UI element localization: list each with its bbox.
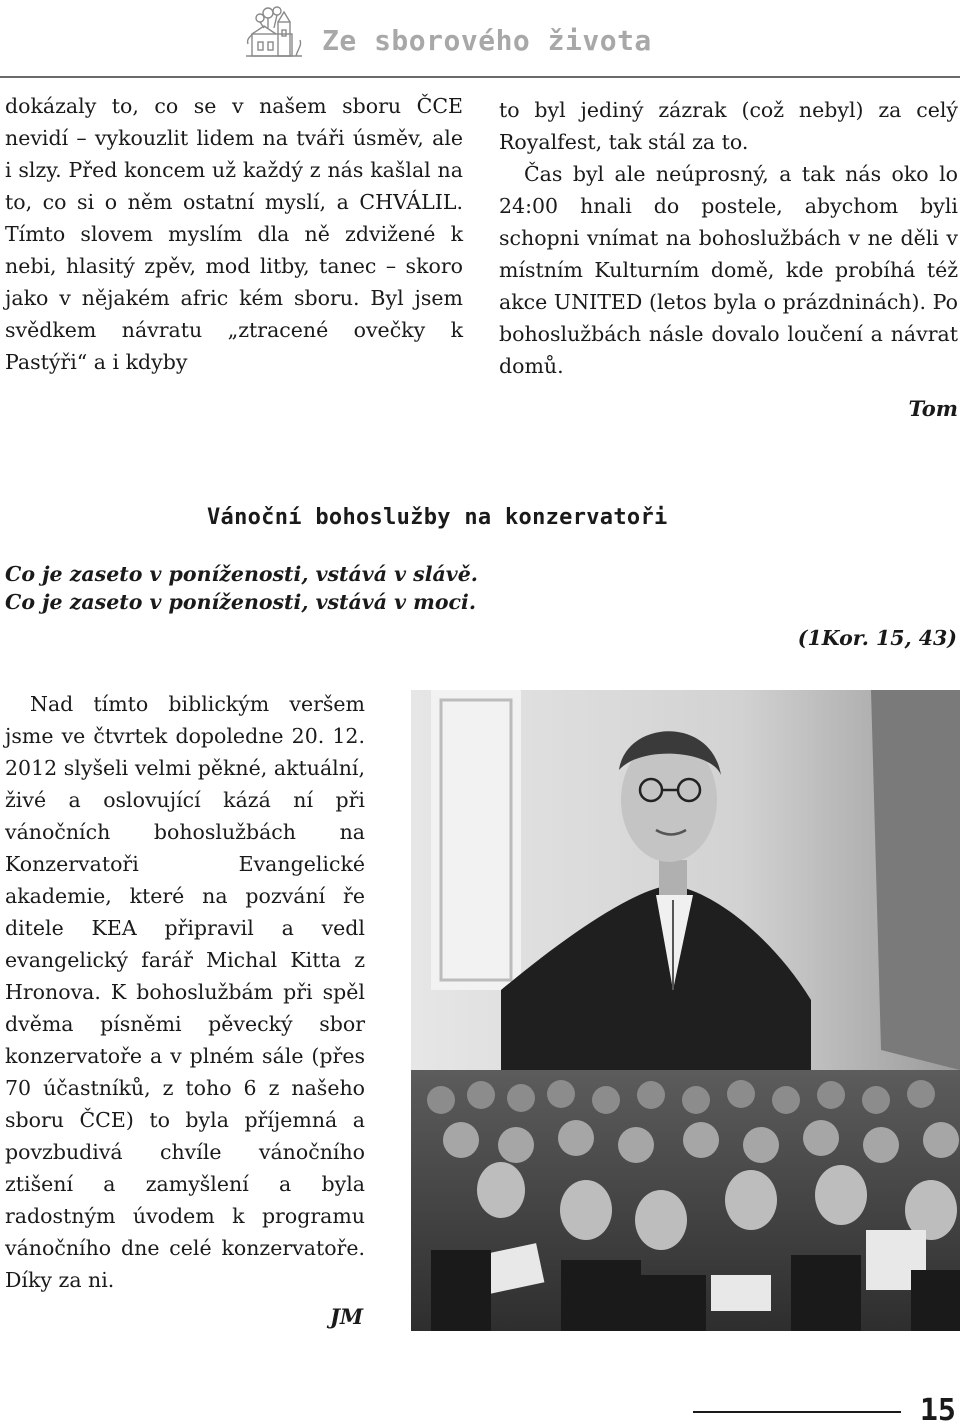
text-line: a CHVÁLIL. Tímto slovem myslím dla — [5, 190, 464, 246]
text-line: 6 z našeho sboru ČCE) to byla — [5, 1076, 365, 1132]
header-divider — [0, 76, 960, 78]
footer-rule — [693, 1411, 901, 1413]
text-line: o prázdninách). Po bohoslužbách násle — [499, 290, 958, 346]
text-line: sále (přes 70 účastníků, z toho — [5, 1044, 365, 1100]
text-line: a byla radostným úvodem — [5, 1172, 365, 1228]
text-line: dovalo loučení a návrat domů. — [499, 322, 958, 378]
text-line: ní při vánočních bohoslužbách — [5, 788, 365, 844]
page-header — [0, 0, 960, 70]
text-line: probíhá též akce UNITED (letos byla — [499, 258, 958, 314]
event-photo — [411, 690, 960, 1331]
section-header-title: Ze sborového života — [322, 24, 652, 57]
text-line: k programu vánočního dne celé — [5, 1204, 365, 1260]
text-line: nevidí – vykouzlit lidem na tváři úsměv, — [5, 126, 433, 150]
text-line: Nad tímto biblickým veršem — [30, 692, 365, 716]
text-line: jsme ve čtvrtek dopoledne 20. — [5, 724, 333, 748]
church-flower-logo-icon — [244, 4, 306, 62]
text-line: evangelický farář Michal Kitta — [5, 948, 355, 972]
text-line: vánočního ztišení a zamyšlení — [5, 1140, 365, 1196]
text-line: Royalfest, tak stál za to. — [499, 130, 749, 154]
article2-paragraph — [5, 688, 365, 1296]
verse-reference: (1Kor. 15, 43) — [797, 626, 957, 650]
text-line: dokázaly to, co se v našem sboru ČCE — [5, 94, 463, 118]
article1-right-column — [499, 94, 958, 382]
text-line: na Konzervatoři Evangelické — [5, 820, 365, 876]
text-line: kašlal na to, co si o něm ostatní myslí, — [5, 158, 463, 214]
text-line: 12. 2012 slyšeli velmi pěkné, — [5, 724, 365, 780]
article1-left-column — [5, 90, 463, 378]
text-line: akademie, které na pozvání ře — [5, 884, 365, 908]
text-line: ně zdvižené k nebi, hlasitý zpěv, mod — [5, 222, 463, 278]
bible-verse — [5, 560, 605, 616]
text-line: spěl dvěma písněmi pěvecký — [5, 980, 365, 1036]
text-line: kém sboru. Byl jsem svědkem návratu — [5, 286, 463, 342]
text-line: Čas byl ale neúprosný, a tak nás oko — [524, 162, 929, 186]
article1-right-paragraph-1 — [499, 94, 958, 158]
article2-title: Vánoční bohoslužby na konzervatoři — [207, 505, 668, 530]
text-line: litby, tanec – skoro jako v nějakém afric — [5, 254, 463, 310]
text-line: schopni vnímat na bohoslužbách v ne — [499, 226, 893, 250]
text-line: ditele KEA připravil a vedl — [5, 916, 365, 940]
article1-left-text — [5, 90, 463, 378]
article2-body — [5, 688, 365, 1296]
article2-signature: JM — [330, 1304, 364, 1329]
text-line: ale i slzy. Před koncem už každý z nás — [5, 126, 463, 182]
text-line: příjemná a povzbudivá chvíle — [5, 1108, 366, 1164]
article1-signature: Tom — [908, 396, 958, 421]
text-line: děli v místním Kulturním domě, kde — [499, 226, 958, 282]
text-line: konzervatoře. Díky za ni. — [5, 1236, 365, 1292]
text-line: „ztracené ovečky k Pastýři“ a i kdyby — [5, 318, 463, 374]
text-line: to byl jediný zázrak (což nebyl) za celý — [499, 98, 958, 122]
article1-right-paragraph-2 — [499, 158, 958, 382]
page-number: 15 — [919, 1393, 956, 1428]
verse-line: Co je zaseto v poníženosti, vstává v slávě. — [5, 562, 478, 586]
text-line: z Hronova. K bohoslužbám při — [5, 948, 365, 1004]
verse-line: Co je zaseto v poníženosti, vstává v moci. — [5, 590, 476, 614]
text-line: sbor konzervatoře a v plném — [5, 1012, 365, 1068]
text-line: lo 24:00 hnali do postele, abychom byli — [499, 162, 958, 218]
text-line: aktuální, živé a oslovující kázá — [5, 756, 365, 812]
